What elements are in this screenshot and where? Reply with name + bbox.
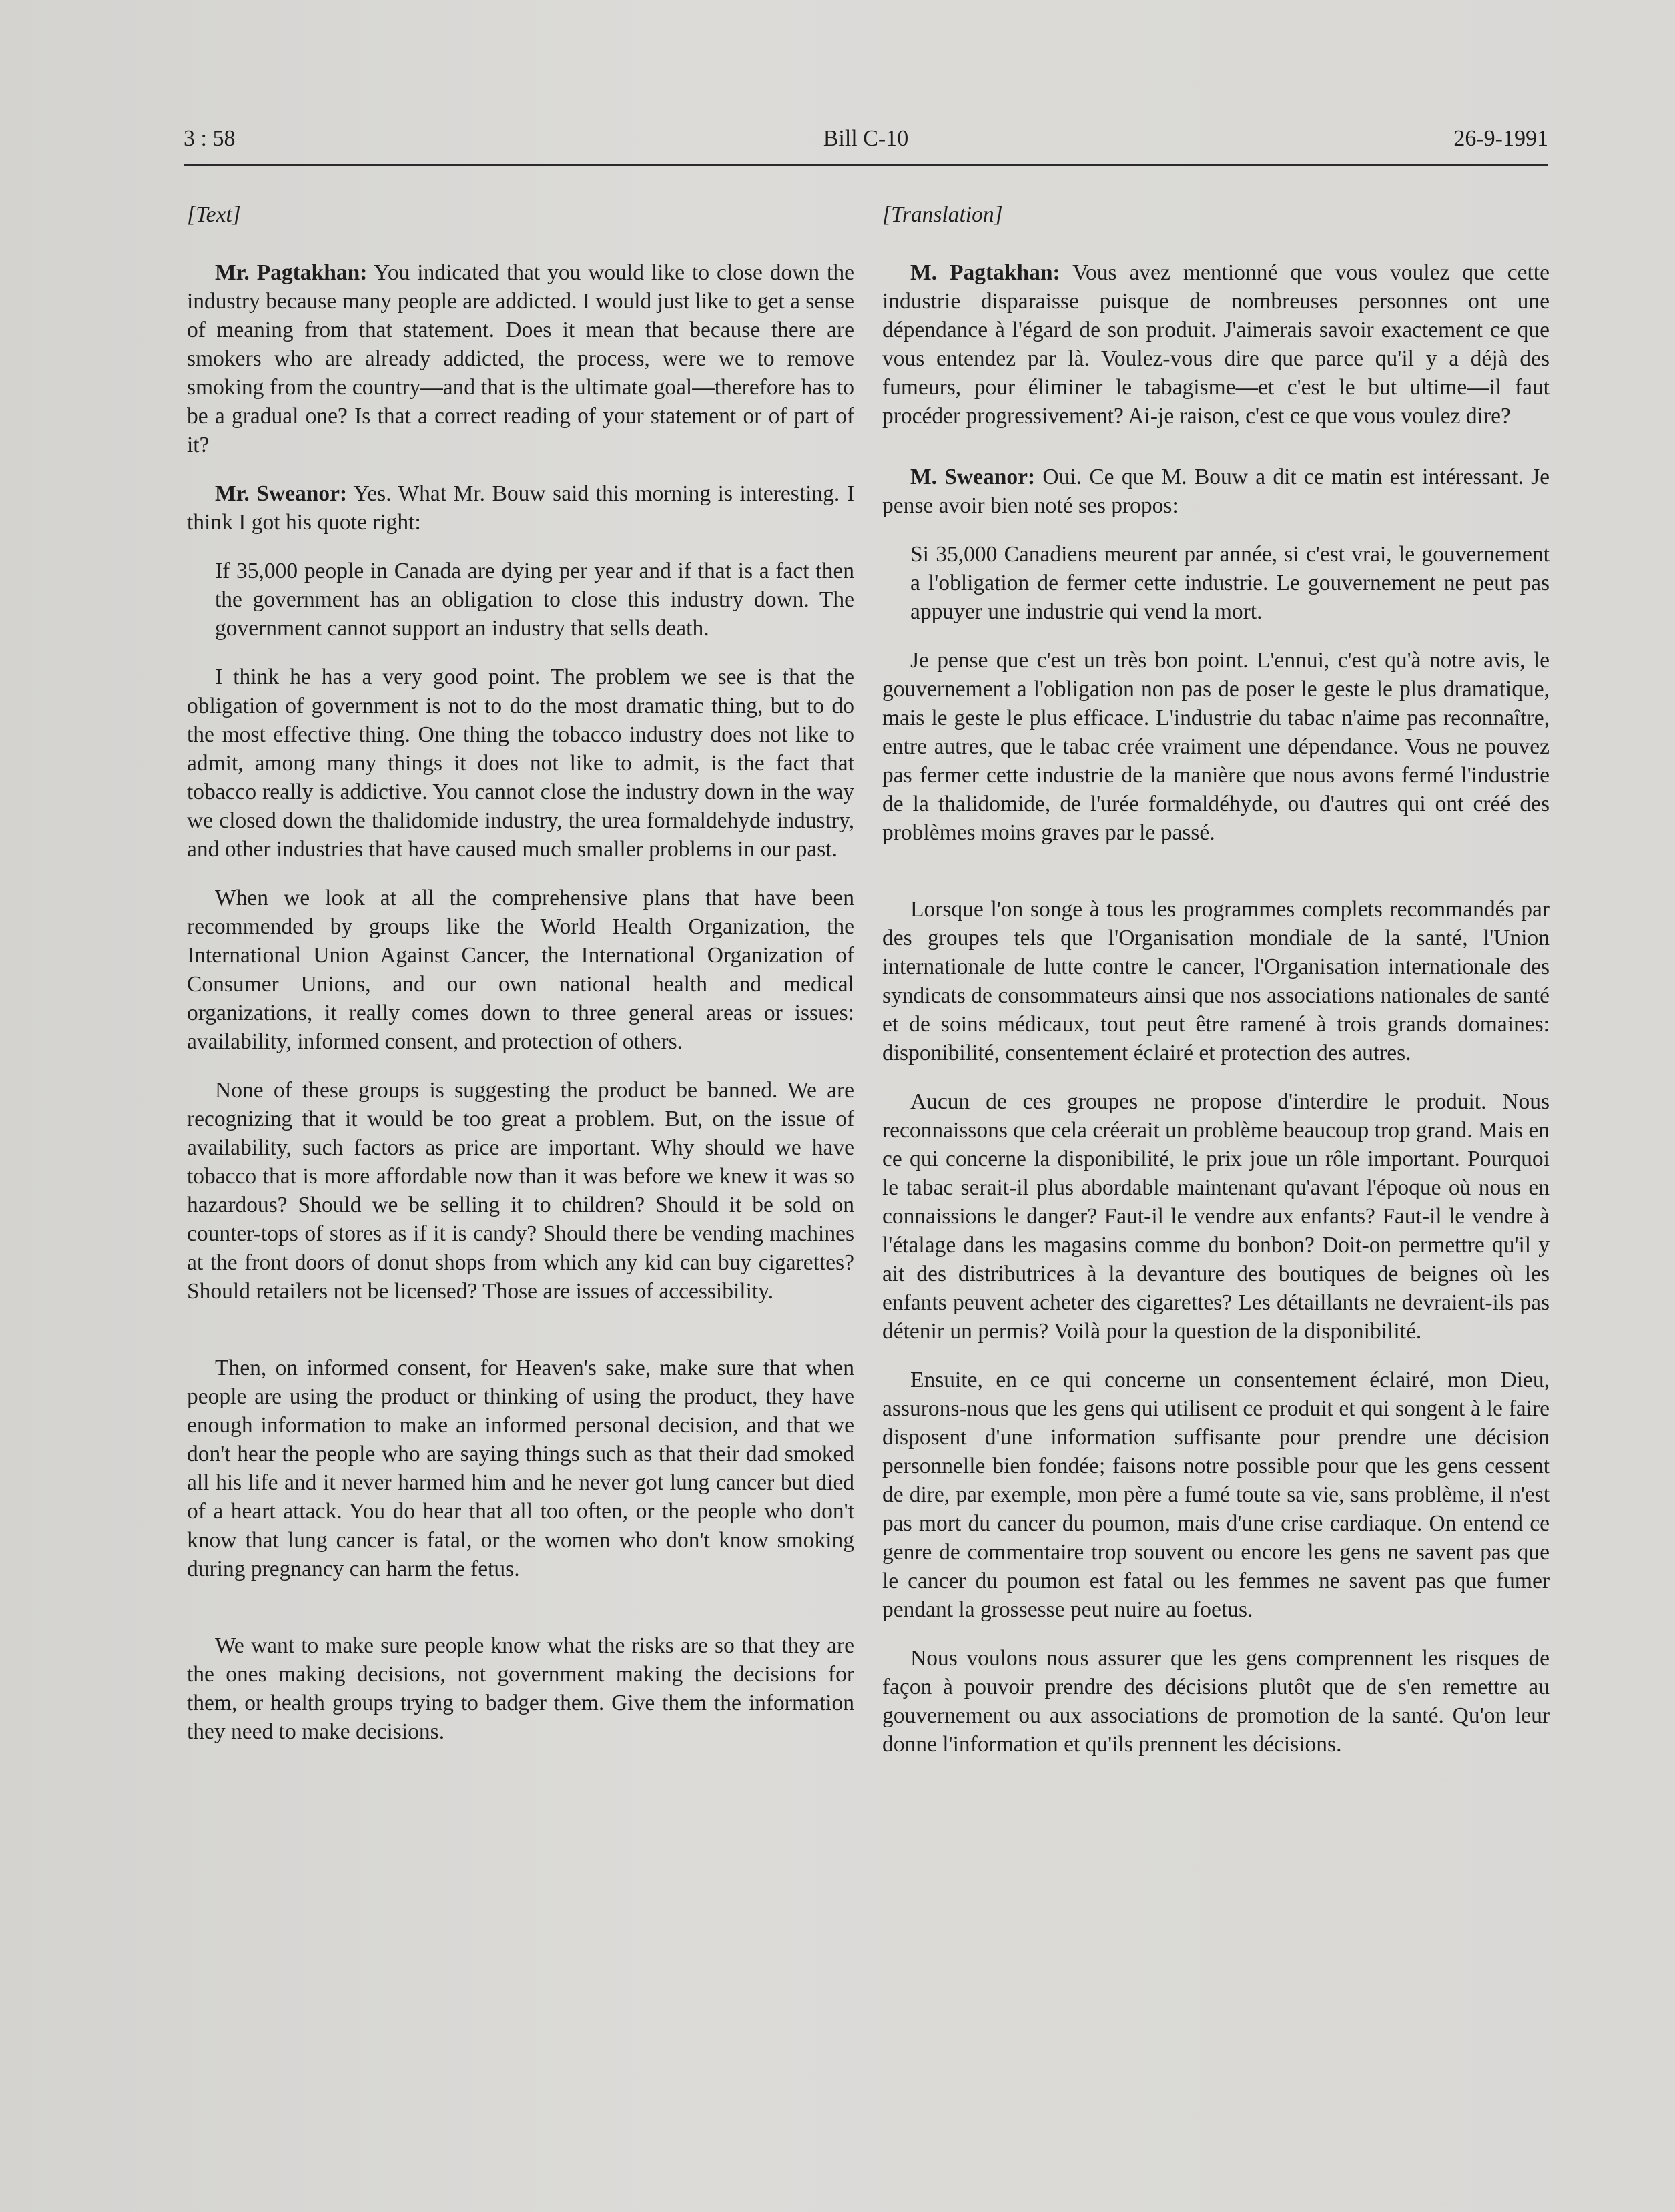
paragraph: Lorsque l'on songe à tous les programmes complets recommandés par des groupes tels que l'Organisation mondiale de la santé, l'Union internationale de lutte contre le cancer, l'Organisation internationale des syndicats de consommateurs ainsi que nos associations nationales de santé et de soins médicaux, tout peut être ramené à trois grands domaines: disponibilité, consentement éclairé et protection des autres.	[882, 897, 1550, 1065]
paragraph: Then, on informed consent, for Heaven's sake, make sure that when people are using the product or thinking of using the product, they have enough information to make an informed personal decision, and that we don't hear the people who are saying things such as that their dad smoked all his life and it never harmed him and he never got lung cancer but died of a heart attack. You do hear that all too often, or the people who don't know that lung cancer is fatal, or the women who don't know smoking during pregnancy can harm the fetus.	[187, 1356, 854, 1581]
page-header	[184, 123, 1548, 166]
paragraph: Aucun de ces groupes ne propose d'interdire le produit. Nous reconnaissons que cela créerait un problème beaucoup trop grand. Mais en ce qui concerne la disponibilité, le prix joue un rôle important. Pourquoi le tabac serait-il plus abordable maintenant qu'avant l'époque où nous en connaissions le danger? Faut-il le vendre aux enfants? Faut-il le vendre à l'étalage dans les magasins comme du bonbon? Doit-on permettre qu'il y ait des distributrices à la devanture des boutiques de beignes où les enfants peuvent acheter des cigarettes? Les détaillants ne devraient-ils pas détenir un permis? Voilà pour la question de la disponibilité.	[882, 1089, 1550, 1344]
paragraph: None of these groups is suggesting the product be banned. We are recognizing that it would be too great a problem. But, on the issue of availability, such factors as price are important. Why should we have tobacco that is more affordable now than it was before we knew it was so hazardous? Should we be selling it to children? Should it be sold on counter-tops of stores as if it is candy? Should there be vending machines at the front doors of donut shops from which any kid can buy cigarettes? Should retailers not be licensed? Those are issues of accessibility.	[187, 1078, 854, 1304]
sitting-date: 26-9-1991	[1453, 126, 1548, 151]
paragraph: I think he has a very good point. The problem we see is that the obligation of government is not to do the most dramatic thing, but to do the most effective thing. One thing the tobacco industry does not like to admit, among many things it does not like to admit, is the fact that tobacco really is addictive. You cannot close the industry down in the way we closed down the thalidomide industry, the urea formaldehyde industry, and other industries that have caused much smaller problems in our past.	[187, 665, 854, 862]
paragraph: Ensuite, en ce qui concerne un consentement éclairé, mon Dieu, assurons-nous que les gens qui utilisent ce produit et qui songent à le faire disposent d'une information suffisante pour prendre une décision personnelle bien fondée; faisons notre possible pour que les gens cessent de dire, par exemple, mon père a fumé toute sa vie, sans problème, il n'est pas mort du cancer du poumon, mais d'une crise cardiaque. On entend ce genre de commentaire trop souvent ou encore les gens ne savent pas que le cancer du poumon est fatal ou les femmes ne savent pas que fumer pendant la grossesse peut nuire au foetus.	[882, 1368, 1550, 1622]
block-quote: If 35,000 people in Canada are dying per year and if that is a fact then the government has an obligation to close this industry down. The government cannot support an industry that sells death.	[215, 559, 854, 641]
paragraph: M. Sweanor: Oui. Ce que M. Bouw a dit ce matin est intéressant. Je pense avoir bien noté ses propos:	[882, 465, 1550, 518]
page-number: 3 : 58	[184, 126, 236, 151]
speaker-name: M. Pagtakhan:	[910, 260, 1060, 285]
paragraph: Je pense que c'est un très bon point. L'ennui, c'est qu'à notre avis, le gouvernement a l'obligation non pas de poser le geste le plus dramatique, mais le geste le plus efficace. L'industrie du tabac n'aime pas reconnaître, entre autres, que le tabac crée vraiment une dépendance. Vous ne pouvez pas fermer cette industrie de la manière que nous avons fermé l'industrie de la thalidomide, de l'urée formaldéhyde, ou d'autres qui ont créé des problèmes moins graves par le passé.	[882, 648, 1550, 845]
paragraph: Mr. Pagtakhan: You indicated that you would like to close down the industry because many people are addicted. I would just like to get a sense of meaning from that statement. Does it mean that because there are smokers who are already addicted, the process, were we to remove smoking from the country—and that is the ultimate goal—therefore has to be a gradual one? Is that a correct reading of your statement or of part of it?	[187, 260, 854, 457]
paragraph: When we look at all the comprehensive plans that have been recommended by groups like the World Health Organization, the International Union Against Cancer, the International Organization of Consumer Unions, and our own national health and medical organizations, it really comes down to three general areas or issues: availability, informed consent, and protection of others.	[187, 886, 854, 1054]
column-label: [Text]	[187, 202, 241, 227]
paragraph: M. Pagtakhan: Vous avez mentionné que vous voulez que cette industrie disparaisse puisque de nombreuses personnes ont une dépendance à l'égard de son produit. J'aimerais savoir exactement ce que vous entendez par là. Voulez-vous dire que parce qu'il y a déjà des fumeurs, pour éliminer le tabagisme—et c'est le but ultime—il faut procéder progressivement? Ai-je raison, c'est ce que vous voulez dire?	[882, 260, 1550, 429]
english-column	[187, 200, 854, 1766]
speaker-name: M. Sweanor:	[910, 465, 1036, 489]
speaker-name: Mr. Pagtakhan:	[215, 260, 368, 285]
column-label: [Translation]	[882, 202, 1003, 227]
paragraph: We want to make sure people know what the risks are so that they are the ones making decisions, not government making the decisions for them, or health groups trying to badger them. Give them the information they need to make decisions.	[187, 1633, 854, 1744]
paragraph: Nous voulons nous assurer que les gens comprennent les risques de façon à pouvoir prendre des décisions plutôt que de s'en remettre au gouvernement ou aux associations de promotion de la santé. Qu'on leur donne l'information et qu'ils prennent les décisions.	[882, 1646, 1550, 1757]
paragraph: Mr. Sweanor: Yes. What Mr. Bouw said this morning is interesting. I think I got his quote right:	[187, 481, 854, 535]
speaker-name: Mr. Sweanor:	[215, 481, 348, 506]
block-quote: Si 35,000 Canadiens meurent par année, si c'est vrai, le gouvernement a l'obligation de fermer cette industrie. Le gouvernement ne peut pas appuyer une industrie qui vend la mort.	[910, 542, 1550, 624]
bill-title: Bill C-10	[823, 126, 909, 151]
french-column	[882, 200, 1550, 1779]
